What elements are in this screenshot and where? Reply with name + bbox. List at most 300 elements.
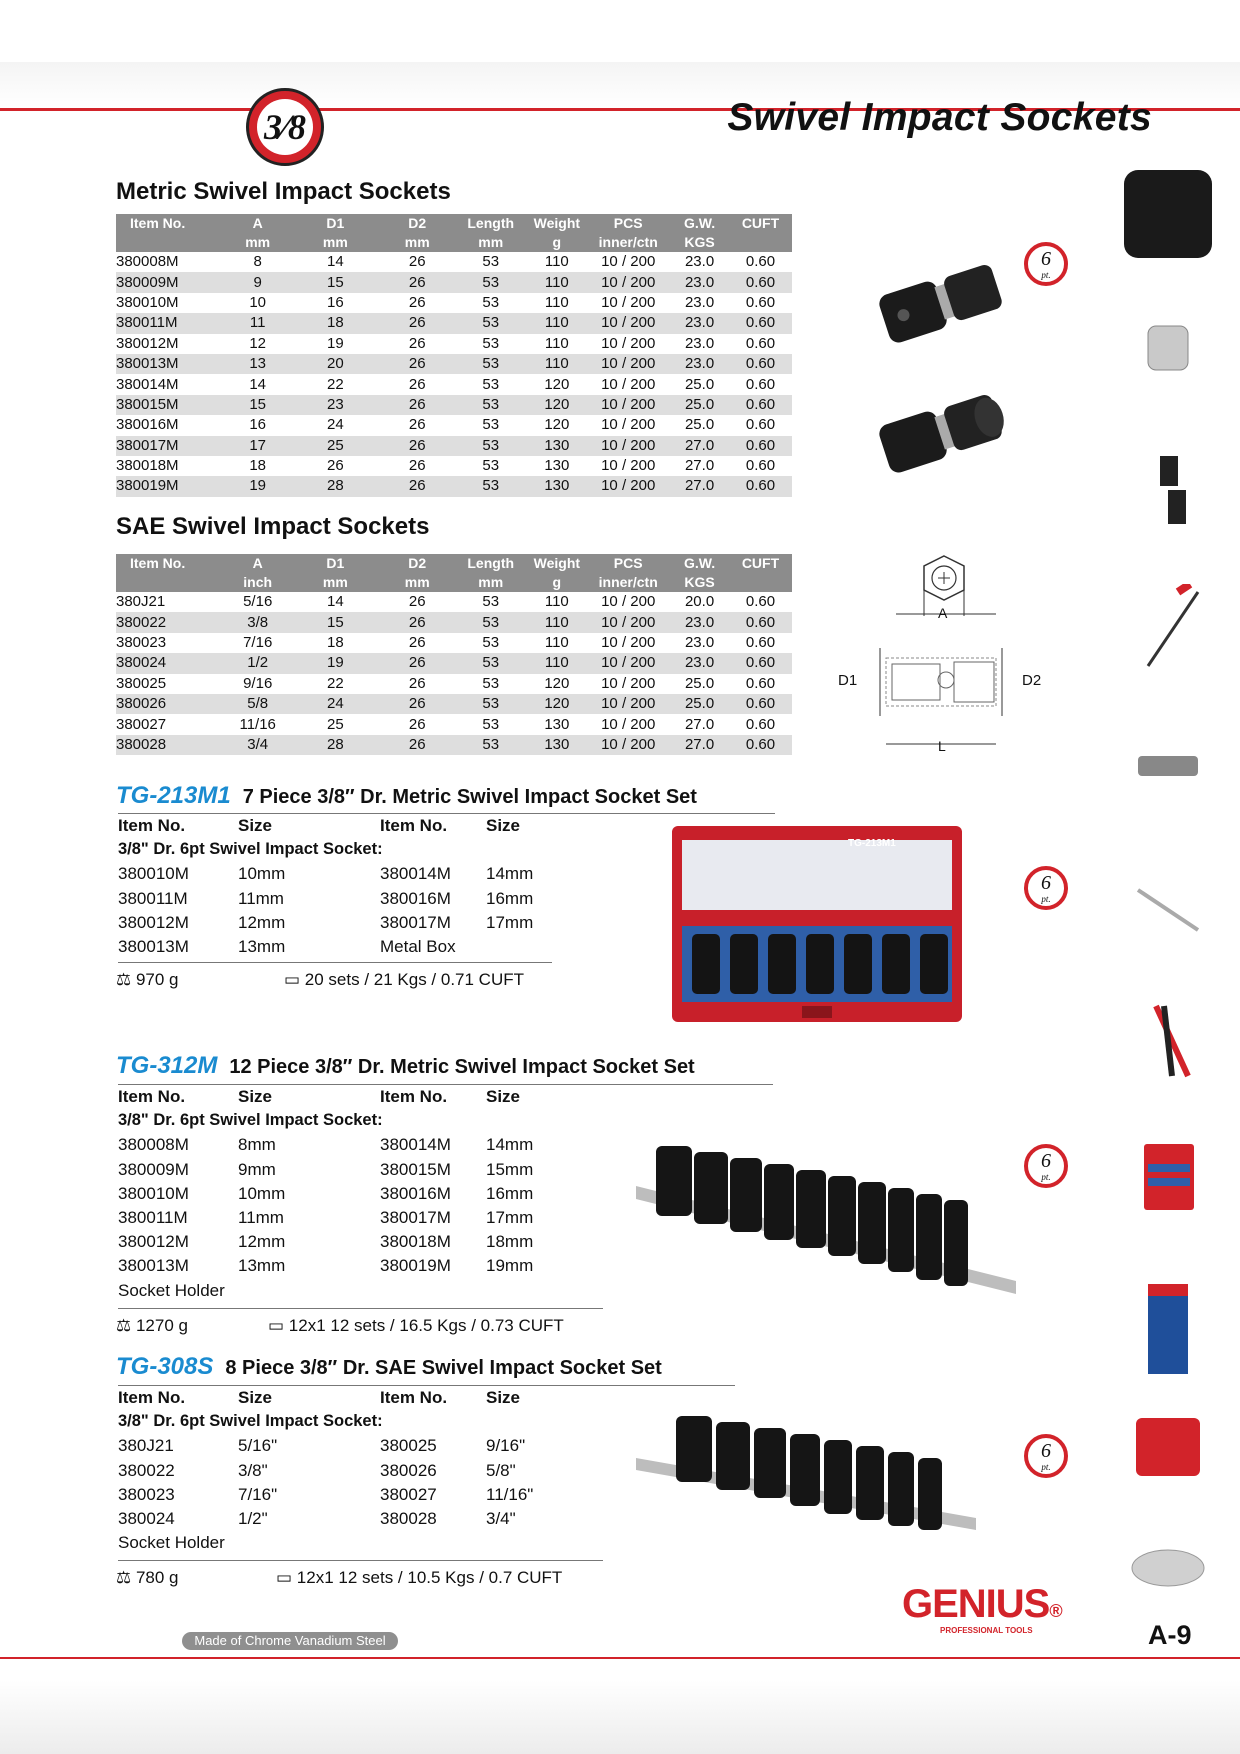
table-cell: 25.0 xyxy=(670,395,729,415)
table-cell: 10 / 200 xyxy=(601,334,656,352)
table-cell: 27.0 xyxy=(670,436,729,456)
column-header: PCS xyxy=(586,214,670,233)
set-item-row xyxy=(118,913,578,937)
metric-section-title: Metric Swivel Impact Sockets xyxy=(116,178,451,205)
set-item-cell: 10mm xyxy=(238,1183,286,1203)
set-item-cell: 380028 xyxy=(380,1508,437,1528)
tool-board-thumbnail xyxy=(1118,1280,1218,1376)
table-cell: 13 xyxy=(225,354,290,374)
table-cell: 18 xyxy=(249,457,267,475)
table-cell: 0.60 xyxy=(745,633,776,651)
table-row xyxy=(116,272,792,292)
table-cell: 17 xyxy=(225,436,290,456)
table-cell: 53 xyxy=(454,694,527,714)
table-cell: 26 xyxy=(408,633,426,651)
table-row xyxy=(116,674,792,694)
genius-logo: GENIUS® xyxy=(902,1582,1062,1626)
table-cell: 25.0 xyxy=(670,694,729,714)
table-cell: 27.0 xyxy=(684,715,715,733)
table-cell: 0.60 xyxy=(729,735,792,755)
table-cell: 23.0 xyxy=(684,334,715,352)
table-cell: 14 xyxy=(249,375,267,393)
column-header: PCS xyxy=(586,554,670,573)
table-row xyxy=(116,252,792,272)
table-cell: 26 xyxy=(381,395,454,415)
set-1-pack: ▭ 20 sets / 21 Kgs / 0.71 CUFT xyxy=(284,970,525,989)
six-point-icon: 6 pt. xyxy=(1024,1144,1068,1188)
dim-label-d2: D2 xyxy=(1022,672,1042,689)
extension-thumbnail xyxy=(1118,450,1218,530)
table-row xyxy=(116,714,792,734)
set-item-cell: 380013M xyxy=(118,1256,189,1276)
set-item-cell: 380027 xyxy=(380,1484,437,1504)
table-header-row xyxy=(116,233,792,252)
table-cell: 380017M xyxy=(116,436,225,456)
table-cell: 5/8 xyxy=(225,694,290,714)
six-point-icon: 6 pt. xyxy=(1024,1434,1068,1478)
set-item-cell: 11mm xyxy=(238,1207,284,1227)
column-header: g xyxy=(527,233,586,252)
table-cell: 380014M xyxy=(116,375,179,393)
set-2-pack: ▭ 12x1 12 sets / 16.5 Kgs / 0.73 CUFT xyxy=(268,1316,564,1335)
set-item-cell: 14mm xyxy=(486,864,534,884)
set-item-cell: 3/4" xyxy=(486,1508,516,1528)
column-header: Length xyxy=(454,554,527,573)
page-number: A-9 xyxy=(1148,1620,1192,1650)
set-item-row xyxy=(118,864,578,888)
set-subheading-text: 3/8" Dr. 6pt Swivel Impact Socket: xyxy=(118,1111,383,1130)
table-row xyxy=(116,653,792,673)
column-header: KGS xyxy=(670,233,729,252)
table-cell: 15 xyxy=(290,612,380,632)
table-row xyxy=(116,334,792,354)
set-item-cell: 15mm xyxy=(486,1159,534,1179)
set-header-row xyxy=(118,816,578,840)
set-item-cell: 18mm xyxy=(486,1232,534,1252)
set-item-cell: 16mm xyxy=(486,1183,534,1203)
table-cell: 10 / 200 xyxy=(601,715,656,733)
set-item-cell: 5/16" xyxy=(238,1436,278,1456)
table-cell: 53 xyxy=(454,313,527,333)
column-header: mm xyxy=(290,573,380,592)
table-cell: 23.0 xyxy=(684,633,715,651)
column-header: KGS xyxy=(670,573,729,592)
table-cell: 27.0 xyxy=(684,457,715,475)
table-cell: 23 xyxy=(290,395,380,415)
table-cell: 10 / 200 xyxy=(601,457,656,475)
set-item-cell: 380022 xyxy=(118,1460,175,1480)
set-item-cell: 380017M xyxy=(380,912,451,932)
table-row xyxy=(116,612,792,632)
column-header xyxy=(729,233,792,252)
table-row xyxy=(116,293,792,313)
set-1-list xyxy=(118,816,578,961)
set-item-cell: 380024 xyxy=(118,1508,175,1528)
set-column-header: Size xyxy=(238,1087,273,1106)
socket-rail-photo xyxy=(636,1136,1016,1296)
table-cell: 10 / 200 xyxy=(601,416,656,434)
table-cell: 10 / 200 xyxy=(586,694,670,714)
wrench-thumbnail xyxy=(1118,880,1218,940)
set-column-header: Size xyxy=(486,816,521,835)
table-cell: 25.0 xyxy=(684,674,715,692)
table-cell: 23.0 xyxy=(670,354,729,374)
table-cell: 18 xyxy=(290,313,380,333)
table-cell: 16 xyxy=(327,293,344,311)
table-cell: 10 / 200 xyxy=(586,476,670,496)
column-header: Weight xyxy=(527,554,586,573)
dim-label-a: A xyxy=(938,605,948,621)
column-header: mm xyxy=(381,573,454,592)
table-cell: 120 xyxy=(544,674,570,692)
set-item-cell: 14mm xyxy=(486,1135,534,1155)
table-cell: 27.0 xyxy=(670,476,729,496)
table-cell: 9/16 xyxy=(243,674,273,692)
table-cell: 53 xyxy=(454,735,527,755)
table-cell: 0.60 xyxy=(729,272,792,292)
set-3-list xyxy=(118,1388,578,1557)
table-cell: 19 xyxy=(327,334,344,352)
set-1-foot-rule xyxy=(118,962,552,963)
table-cell: 380009M xyxy=(116,272,225,292)
column-header: mm xyxy=(225,233,290,252)
screwdriver-thumbnail xyxy=(1118,584,1218,674)
table-cell: 25 xyxy=(290,436,380,456)
set-item-cell: 380010M xyxy=(118,864,189,884)
table-cell: 380012M xyxy=(116,334,179,352)
table-cell: 53 xyxy=(482,633,500,651)
table-cell: 110 xyxy=(527,653,586,673)
table-cell: 16 xyxy=(249,416,267,434)
set-item-cell: 10mm xyxy=(238,864,286,884)
dimension-diagram xyxy=(836,548,1036,758)
table-row xyxy=(116,313,792,333)
set-item-row xyxy=(118,889,578,913)
table-cell: 53 xyxy=(482,593,500,611)
table-cell: 130 xyxy=(527,735,586,755)
table-cell: 380018M xyxy=(116,457,179,475)
set-3-rule xyxy=(118,1385,735,1386)
table-cell: 26 xyxy=(327,457,344,475)
table-cell: 23.0 xyxy=(670,272,729,292)
column-header: mm xyxy=(454,233,527,252)
table-cell: 380024 xyxy=(116,653,225,673)
set-item-cell: 380025 xyxy=(380,1436,437,1456)
table-cell: 53 xyxy=(482,416,500,434)
set-item-cell: 12mm xyxy=(238,912,286,932)
drive-size-badge: 3⁄8 xyxy=(246,88,324,166)
tool-case-thumbnail xyxy=(1118,1412,1218,1482)
table-cell: 23.0 xyxy=(670,313,729,333)
table-cell: 10 / 200 xyxy=(601,674,656,692)
set-item-cell: 13mm xyxy=(238,936,286,956)
table-cell: 53 xyxy=(482,293,500,311)
table-cell: 14 xyxy=(327,593,344,611)
table-cell: 120 xyxy=(527,395,586,415)
metal-box-photo xyxy=(672,826,962,1022)
set-subheading xyxy=(118,1412,578,1436)
table-cell: 8 xyxy=(253,253,262,271)
set-item-row xyxy=(118,1509,578,1533)
table-row xyxy=(116,694,792,714)
table-cell: 28 xyxy=(290,476,380,496)
table-cell: 53 xyxy=(454,653,527,673)
column-header xyxy=(116,233,225,252)
set-item-cell: 380023 xyxy=(118,1484,175,1504)
set-item-cell: 380019M xyxy=(380,1256,451,1276)
socket-rail-photo xyxy=(636,1408,976,1538)
column-header xyxy=(729,573,792,592)
set-subheading xyxy=(118,1111,578,1135)
table-cell: 0.60 xyxy=(745,416,776,434)
set-item-cell: 19mm xyxy=(486,1256,534,1276)
table-cell: 53 xyxy=(482,674,500,692)
set-item-row xyxy=(118,1232,578,1256)
column-header: G.W. xyxy=(670,554,729,573)
table-cell: 380023 xyxy=(116,633,167,651)
set-item-cell: 7/16" xyxy=(238,1484,278,1504)
set-extra-row xyxy=(118,1281,578,1305)
set-item-cell: 16mm xyxy=(486,888,534,908)
table-cell: 10 / 200 xyxy=(601,633,656,651)
table-cell: 26 xyxy=(381,476,454,496)
table-cell: 0.60 xyxy=(729,436,792,456)
set-title-3: TG-308S 8 Piece 3/8″ Dr. SAE Swivel Impact Socket Set xyxy=(116,1353,662,1380)
column-header: g xyxy=(527,573,586,592)
table-cell: 26 xyxy=(381,354,454,374)
set-subheading-text: 3/8" Dr. 6pt Swivel Impact Socket: xyxy=(118,840,383,859)
swivel-socket-photo xyxy=(860,238,1020,498)
column-header: A xyxy=(225,214,290,233)
table-row xyxy=(116,592,792,612)
column-header: mm xyxy=(290,233,380,252)
table-cell: 110 xyxy=(544,293,569,311)
set-item-cell: 9/16" xyxy=(486,1436,526,1456)
six-point-icon: 6 pt. xyxy=(1024,242,1068,286)
table-cell: 0.60 xyxy=(745,715,776,733)
table-cell: 10 / 200 xyxy=(586,612,670,632)
set-column-header: Size xyxy=(486,1388,521,1407)
table-cell: 380025 xyxy=(116,674,167,692)
column-header: D2 xyxy=(381,554,454,573)
material-note: Made of Chrome Vanadium Steel xyxy=(182,1632,398,1650)
table-cell: 26 xyxy=(381,272,454,292)
table-cell: 9 xyxy=(225,272,290,292)
table-cell: 10 / 200 xyxy=(601,375,656,393)
table-cell: 53 xyxy=(482,457,500,475)
table-cell: 10 / 200 xyxy=(586,313,670,333)
table-cell: 20 xyxy=(290,354,380,374)
table-cell: 380022 xyxy=(116,612,225,632)
table-cell: 10 / 200 xyxy=(586,735,670,755)
table-cell: 15 xyxy=(290,272,380,292)
table-cell: 130 xyxy=(544,457,570,475)
table-cell: 0.60 xyxy=(729,395,792,415)
table-cell: 0.60 xyxy=(729,653,792,673)
set-column-header: Size xyxy=(486,1087,521,1106)
table-header-row xyxy=(116,214,792,233)
set-item-row xyxy=(118,1485,578,1509)
table-cell: 26 xyxy=(408,334,426,352)
set-item-cell: 11mm xyxy=(238,888,284,908)
table-cell: 24 xyxy=(290,694,380,714)
impact-socket-thumbnail xyxy=(1118,164,1218,264)
column-header xyxy=(116,573,225,592)
table-cell: 53 xyxy=(482,334,500,352)
socket-thumbnail xyxy=(1118,320,1218,380)
table-cell: 19 xyxy=(290,653,380,673)
six-point-icon: 6 pt. xyxy=(1024,866,1068,910)
table-cell: 26 xyxy=(408,375,426,393)
table-cell: 23.0 xyxy=(684,253,715,271)
table-row xyxy=(116,633,792,653)
table-cell: 10 / 200 xyxy=(586,395,670,415)
pliers-thumbnail xyxy=(1118,1000,1218,1080)
table-cell: 110 xyxy=(544,593,569,611)
sae-spec-table xyxy=(116,554,792,755)
page-title: Swivel Impact Sockets xyxy=(727,96,1152,139)
table-cell: 11/16 xyxy=(239,715,276,733)
table-row xyxy=(116,354,792,374)
table-cell: 26 xyxy=(408,674,426,692)
table-cell: 380019M xyxy=(116,476,225,496)
table-cell: 26 xyxy=(381,735,454,755)
set-title-2: TG-312M 12 Piece 3/8″ Dr. Metric Swivel Impact Socket Set xyxy=(116,1052,695,1079)
set-3-pack: ▭ 12x1 12 sets / 10.5 Kgs / 0.7 CUFT xyxy=(276,1568,563,1587)
column-header: inner/ctn xyxy=(586,233,670,252)
table-cell: 1/2 xyxy=(225,653,290,673)
table-cell: 53 xyxy=(454,476,527,496)
table-cell: 18 xyxy=(327,633,344,651)
table-cell: 110 xyxy=(527,612,586,632)
box-label: TG-213M1 xyxy=(848,838,896,849)
column-header: D1 xyxy=(290,554,380,573)
set-item-row xyxy=(118,1208,578,1232)
table-cell: 53 xyxy=(454,612,527,632)
table-cell: 26 xyxy=(381,653,454,673)
socket-holder-label: Socket Holder xyxy=(118,1280,225,1300)
table-cell: 10 / 200 xyxy=(586,436,670,456)
table-cell: 53 xyxy=(482,375,500,393)
table-cell: 26 xyxy=(381,436,454,456)
column-header: inch xyxy=(225,573,290,592)
set-item-cell: 8mm xyxy=(238,1135,276,1155)
table-cell: 380015M xyxy=(116,395,225,415)
set-item-cell: 380017M xyxy=(380,1207,451,1227)
table-cell: 120 xyxy=(527,694,586,714)
table-cell: 380016M xyxy=(116,416,179,434)
table-cell: 27.0 xyxy=(670,735,729,755)
table-cell: 11 xyxy=(225,313,290,333)
table-cell: 0.60 xyxy=(745,674,776,692)
set-3-foot-rule xyxy=(118,1560,603,1561)
table-header-row xyxy=(116,554,792,573)
impact-wrench-thumbnail xyxy=(1118,746,1218,786)
table-cell: 53 xyxy=(482,715,500,733)
table-cell: 10 / 200 xyxy=(601,293,656,311)
table-cell: 380008M xyxy=(116,253,179,271)
table-cell: 26 xyxy=(408,593,426,611)
column-header: G.W. xyxy=(670,214,729,233)
set-item-cell: 1/2" xyxy=(238,1508,268,1528)
magnetic-tray-thumbnail xyxy=(1118,1540,1218,1596)
table-cell: 19 xyxy=(225,476,290,496)
tool-cart-thumbnail xyxy=(1118,1138,1218,1218)
table-cell: 53 xyxy=(454,272,527,292)
table-cell: 110 xyxy=(544,334,569,352)
table-row xyxy=(116,456,792,476)
set-column-header: Item No. xyxy=(118,816,186,835)
table-cell: 28 xyxy=(290,735,380,755)
table-cell: 25.0 xyxy=(684,375,715,393)
table-cell: 14 xyxy=(327,253,344,271)
table-header-row xyxy=(116,573,792,592)
table-cell: 0.60 xyxy=(745,375,776,393)
set-item-row xyxy=(118,1160,578,1184)
table-cell: 380J21 xyxy=(116,593,166,611)
set-column-header: Item No. xyxy=(118,1388,186,1407)
set-2-list xyxy=(118,1087,578,1305)
set-column-header: Item No. xyxy=(380,1388,448,1407)
table-row xyxy=(116,476,792,496)
table-cell: 26 xyxy=(381,694,454,714)
table-cell: 23.0 xyxy=(670,653,729,673)
table-cell: 380010M xyxy=(116,293,179,311)
set-item-cell: 9mm xyxy=(238,1159,276,1179)
set-2-rule xyxy=(118,1084,773,1085)
set-item-cell: 11/16" xyxy=(486,1484,534,1504)
table-cell: 0.60 xyxy=(745,457,776,475)
table-cell: 24 xyxy=(327,416,344,434)
set-item-cell: 380010M xyxy=(118,1183,189,1203)
table-cell: 110 xyxy=(544,633,569,651)
column-header: Length xyxy=(454,214,527,233)
metric-spec-table xyxy=(116,214,792,497)
set-column-header: Item No. xyxy=(118,1087,186,1106)
table-row xyxy=(116,395,792,415)
set-column-header: Item No. xyxy=(380,816,448,835)
table-cell: 23.0 xyxy=(684,293,715,311)
set-item-cell: 380011M xyxy=(118,888,188,908)
table-cell: 0.60 xyxy=(745,334,776,352)
dim-label-l: L xyxy=(938,738,946,754)
table-cell: 10 / 200 xyxy=(586,272,670,292)
table-cell: 5/16 xyxy=(243,593,273,611)
set-column-header: Size xyxy=(238,816,273,835)
table-cell: 25 xyxy=(327,715,344,733)
table-row xyxy=(116,374,792,394)
table-cell: 10 / 200 xyxy=(586,653,670,673)
table-cell: 22 xyxy=(327,375,344,393)
set-item-cell: 17mm xyxy=(486,1207,534,1227)
table-cell: 380026 xyxy=(116,694,225,714)
column-header: inner/ctn xyxy=(586,573,670,592)
set-column-header: Size xyxy=(238,1388,273,1407)
table-cell: 380027 xyxy=(116,715,167,733)
table-cell: 26 xyxy=(408,253,426,271)
set-item-cell: Metal Box xyxy=(380,936,456,956)
set-item-row xyxy=(118,1184,578,1208)
table-cell: 0.60 xyxy=(729,476,792,496)
set-item-row xyxy=(118,1135,578,1159)
table-cell: 53 xyxy=(454,436,527,456)
sae-section-title: SAE Swivel Impact Sockets xyxy=(116,513,430,540)
table-cell: 26 xyxy=(408,457,426,475)
table-cell: 10 / 200 xyxy=(601,593,656,611)
column-header: D1 xyxy=(290,214,380,233)
set-item-cell: 380012M xyxy=(118,912,189,932)
table-cell: 110 xyxy=(527,313,586,333)
